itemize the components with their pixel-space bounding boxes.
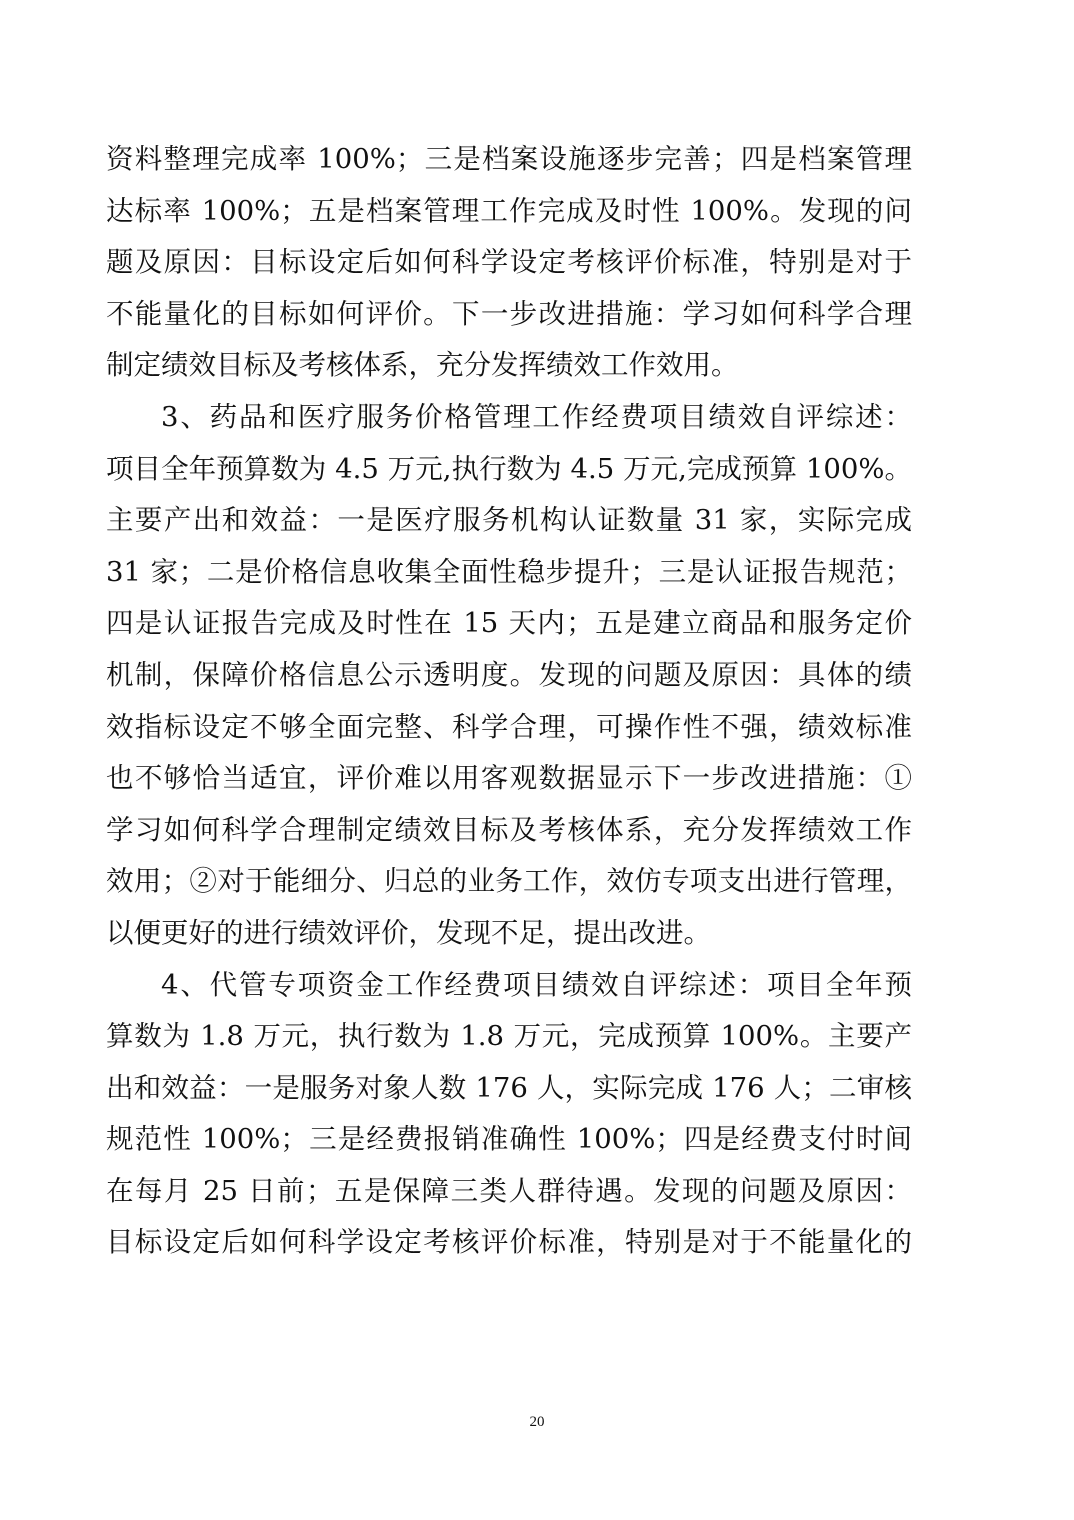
page-number: 20: [529, 1414, 545, 1430]
section-heading-line: 3、药品和医疗服务价格管理工作经费项目绩效自评综述：: [161, 400, 912, 433]
text-line: 出和效益：一是服务对象人数 176 人，实际完成 176 人；二审核: [106, 1071, 912, 1104]
text-line: 效用；②对于能细分、归总的业务工作，效仿专项支出进行管理，: [106, 865, 912, 898]
text-line: 题及原因：目标设定后如何科学设定考核评价标准，特别是对于: [106, 246, 912, 279]
text-line: 机制，保障价格信息公示透明度。发现的问题及原因：具体的绩: [106, 658, 912, 691]
text-line: 以便更好的进行绩效评价，发现不足，提出改进。: [106, 916, 711, 949]
text-line: 不能量化的目标如何评价。下一步改进措施：学习如何科学合理: [106, 297, 912, 330]
text-line: 目标设定后如何科学设定考核评价标准，特别是对于不能量化的: [106, 1226, 912, 1259]
text-line: 效指标设定不够全面完整、科学合理，可操作性不强，绩效标准: [106, 710, 912, 743]
body-text: [106, 134, 912, 1269]
text-line: 主要产出和效益：一是医疗服务机构认证数量 31 家，实际完成: [106, 504, 912, 537]
text-line: 资料整理完成率 100%；三是档案设施逐步完善；四是档案管理: [106, 143, 912, 175]
text-line: 四是认证报告完成及时性在 15 天内；五是建立商品和服务定价: [106, 607, 912, 640]
text-line: 项目全年预算数为 4.5 万元,执行数为 4.5 万元,完成预算 100%。: [106, 452, 912, 485]
section-heading-line: 4、代管专项资金工作经费项目绩效自评综述：项目全年预: [161, 968, 912, 1001]
text-line: 学习如何科学合理制定绩效目标及考核体系，充分发挥绩效工作: [106, 813, 912, 846]
text-line: 在每月 25 日前；五是保障三类人群待遇。发现的问题及原因：: [106, 1174, 912, 1207]
text-line: 制定绩效目标及考核体系，充分发挥绩效工作效用。: [106, 349, 739, 382]
text-line: 也不够恰当适宜，评价难以用客观数据显示下一步改进措施：①: [106, 762, 912, 795]
text-line: 达标率 100%；五是档案管理工作完成及时性 100%。发现的问: [106, 194, 912, 227]
text-line: 算数为 1.8 万元，执行数为 1.8 万元，完成预算 100%。主要产: [106, 1020, 912, 1053]
text-line: 规范性 100%；三是经费报销准确性 100%；四是经费支付时间: [106, 1123, 912, 1156]
text-line: 31 家；二是价格信息收集全面性稳步提升；三是认证报告规范；: [106, 555, 912, 588]
